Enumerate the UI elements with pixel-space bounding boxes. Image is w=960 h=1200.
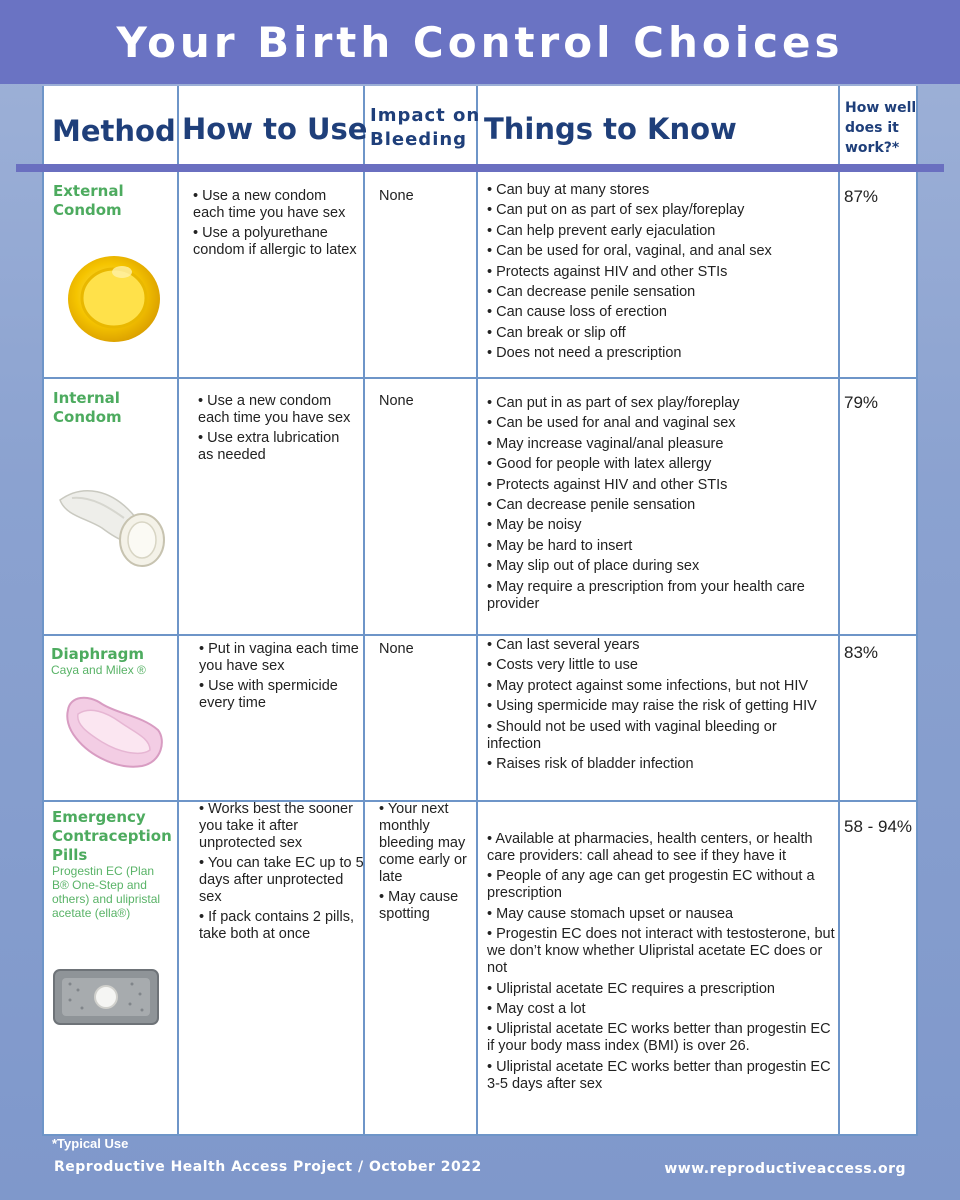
row-divider xyxy=(42,800,918,802)
impact-internal-condom: None xyxy=(379,393,414,409)
things-list-external-condom xyxy=(487,182,837,366)
list-item: • May cost a lot xyxy=(487,1001,837,1018)
header-things-to-know: Things to Know xyxy=(484,112,737,146)
footer-organization: Reproductive Health Access Project / October 2022 xyxy=(54,1159,482,1175)
method-sub-diaphragm: Caya and Milex ® xyxy=(51,663,146,677)
list-item: • May slip out of place during sex xyxy=(487,558,817,575)
list-item: • May require a prescription from your health care provider xyxy=(487,579,817,613)
grid-line xyxy=(916,86,918,1136)
list-item: • Use a new condom each time you have sex xyxy=(193,188,358,222)
effectiveness-external-condom: 87% xyxy=(844,187,879,206)
list-item: • Can cause loss of erection xyxy=(487,304,837,321)
list-item: • Use extra lubrication as needed xyxy=(198,430,358,464)
how-list-emergency-contraception xyxy=(199,801,364,946)
how-list-diaphragm xyxy=(199,641,359,715)
grid-line xyxy=(838,86,840,1136)
title-banner xyxy=(0,0,960,84)
list-item: • Use a polyurethane condom if allergic to latex xyxy=(193,225,358,259)
list-item: • Put in vagina each time you have sex xyxy=(199,641,359,675)
header-how-well-does-it-work: How well does it work?* xyxy=(845,100,917,156)
grid-line xyxy=(476,86,478,1136)
effectiveness-diaphragm: 83% xyxy=(844,643,879,662)
list-item: • If pack contains 2 pills, take both at once xyxy=(199,909,364,943)
header-how-to-use: How to Use xyxy=(182,112,368,146)
impact-diaphragm: None xyxy=(379,641,414,657)
list-item: • Can buy at many stores xyxy=(487,182,837,199)
list-item: • May be hard to insert xyxy=(487,538,817,555)
grid-line xyxy=(42,86,44,1136)
list-item: • Protects against HIV and other STIs xyxy=(487,477,817,494)
list-item: • Works best the sooner you take it after unprotected sex xyxy=(199,801,364,852)
list-item: • Can put in as part of sex play/foreplay xyxy=(487,395,817,412)
list-item: • Can put on as part of sex play/foreplay xyxy=(487,202,837,219)
list-item: • Available at pharmacies, health centers, or health care providers: call ahead to see if they have it xyxy=(487,831,837,865)
list-item: • May increase vaginal/anal pleasure xyxy=(487,436,817,453)
external-condom-image xyxy=(64,252,164,344)
list-item: • Can decrease penile sensation xyxy=(487,497,817,514)
list-item: • Can break or slip off xyxy=(487,325,837,342)
list-item: • Using spermicide may raise the risk of getting HIV xyxy=(487,698,832,715)
diaphragm-image xyxy=(62,690,166,772)
list-item: • Can be used for anal and vaginal sex xyxy=(487,415,817,432)
method-name-diaphragm: Diaphragm xyxy=(51,645,145,663)
list-item: • Ulipristal acetate EC works better than progestin EC if your body mass index (BMI) is over 26. xyxy=(487,1021,837,1055)
method-name-internal-condom: Internal Condom xyxy=(53,389,122,426)
list-item: • Ulipristal acetate EC requires a prescription xyxy=(487,981,837,998)
list-item: • May cause spotting xyxy=(379,889,475,923)
list-item: • Can help prevent early ejaculation xyxy=(487,223,837,240)
things-list-internal-condom xyxy=(487,395,817,616)
method-name-emergency-contraception: Emergency Contraception Pills xyxy=(52,808,172,864)
list-item: • May protect against some infections, but not HIV xyxy=(487,678,832,695)
things-list-emergency-contraception xyxy=(487,831,837,1096)
how-list-internal-condom xyxy=(198,393,358,467)
page-title: Your Birth Control Choices xyxy=(116,17,844,67)
effectiveness-internal-condom: 79% xyxy=(844,393,879,412)
header-rule xyxy=(16,164,944,172)
impact-external-condom: None xyxy=(379,188,414,204)
effectiveness-emergency-contraception: 58 - 94% xyxy=(844,817,913,836)
row-divider xyxy=(42,377,918,379)
emergency-pill-pack-image xyxy=(52,968,160,1026)
list-item: • Can last several years xyxy=(487,637,832,654)
how-list-external-condom xyxy=(193,188,358,262)
list-item: • Protects against HIV and other STIs xyxy=(487,264,837,281)
header-impact-on-bleeding: Impact on Bleeding xyxy=(370,105,481,150)
list-item: • May be noisy xyxy=(487,517,817,534)
grid-line xyxy=(177,86,179,1136)
list-item: • You can take EC up to 5 days after unprotected sex xyxy=(199,855,364,906)
row-divider xyxy=(42,634,918,636)
list-item: • Your next monthly bleeding may come early or late xyxy=(379,801,475,886)
list-item: • Raises risk of bladder infection xyxy=(487,756,832,773)
list-item: • May cause stomach upset or nausea xyxy=(487,906,837,923)
list-item: • Should not be used with vaginal bleeding or infection xyxy=(487,719,832,753)
list-item: • Does not need a prescription xyxy=(487,345,837,362)
header-method: Method xyxy=(52,114,176,148)
internal-condom-image xyxy=(52,478,172,578)
list-item: • Progestin EC does not interact with testosterone, but we don’t know whether Ulipristal acetate EC does or not xyxy=(487,926,837,977)
footnote-typical-use: *Typical Use xyxy=(52,1136,129,1151)
list-item: • Good for people with latex allergy xyxy=(487,456,817,473)
list-item: • Use a new condom each time you have sex xyxy=(198,393,358,427)
list-item: • Costs very little to use xyxy=(487,657,832,674)
method-name-external-condom: External Condom xyxy=(53,182,124,219)
impact-list-emergency-contraception xyxy=(379,801,475,926)
list-item: • Can decrease penile sensation xyxy=(487,284,837,301)
list-item: • People of any age can get progestin EC without a prescription xyxy=(487,868,837,902)
things-list-diaphragm xyxy=(487,637,832,776)
grid-line xyxy=(363,86,365,1136)
method-sub-emergency-contraception: Progestin EC (Plan B® One-Step and others) and ulipristal acetate (ella®) xyxy=(52,864,161,920)
row-divider xyxy=(42,1134,918,1136)
list-item: • Ulipristal acetate EC works better than progestin EC 3-5 days after sex xyxy=(487,1059,837,1093)
footer-website-link[interactable]: www.reproductiveaccess.org xyxy=(664,1161,906,1177)
list-item: • Can be used for oral, vaginal, and anal sex xyxy=(487,243,837,260)
list-item: • Use with spermicide every time xyxy=(199,678,359,712)
